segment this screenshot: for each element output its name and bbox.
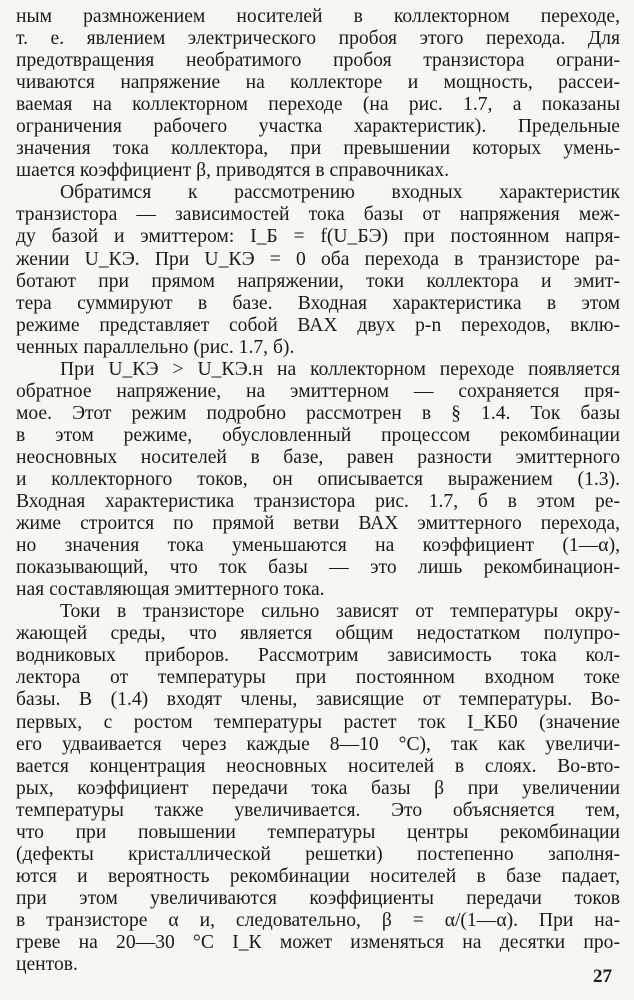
text-line: шается коэффициент β, приводятся в справочниках. — [16, 160, 450, 182]
text-line: и коллекторного токов, он описывается выражением (1.3). — [16, 468, 620, 490]
text-line: его удваивается через каждые 8—10 °С), так как увеличи- — [16, 733, 620, 755]
text-line: Обратимся к рассмотрению входных характеристик — [60, 182, 620, 204]
text-line: лектора от температуры при постоянном входном токе — [16, 667, 620, 689]
text-line: жиме строится по прямой ветви ВАХ эмиттерного перехода, — [16, 513, 620, 535]
text-line: базы. В (1.4) входят члены, зависящие от температуры. Во- — [16, 689, 620, 711]
text-line: ная составляющая эмиттерного тока. — [16, 579, 325, 601]
text-line: чиваются напряжение на коллекторе и мощность, рассеи- — [16, 72, 620, 94]
text-line: греве на 20—30 °С I_К может изменяться на десятки про- — [16, 931, 620, 953]
text-line: транзистора — зависимостей тока базы от напряжения меж- — [16, 204, 620, 226]
text-line: ограничения рабочего участка характеристик). Предельные — [16, 116, 620, 138]
text-line: при этом увеличиваются коэффициенты передачи токов — [16, 887, 620, 909]
text-line: вается концентрация неосновных носителей в слоях. Во-вто- — [16, 755, 620, 777]
text-line: ченных параллельно (рис. 1.7, б). — [16, 336, 295, 358]
text-line: Входная характеристика транзистора рис. 1.7, б в этом ре- — [16, 491, 620, 513]
text-line: обратное напряжение, на эмиттерном — сохраняется пря- — [16, 380, 620, 402]
text-line: водниковых приборов. Рассмотрим зависимость тока кол- — [16, 645, 620, 667]
text-line: центов. — [16, 954, 78, 976]
text-line: жении U_КЭ. При U_КЭ = 0 оба перехода в транзисторе ра- — [16, 248, 620, 270]
paragraph — [16, 601, 620, 976]
text-line: При U_КЭ > U_КЭ.н на коллекторном переходе появляется — [60, 358, 620, 380]
text-line: ются и вероятность рекомбинации носителей в базе падает, — [16, 865, 620, 887]
text-line: первых, с ростом температуры растет ток I_КБ0 (значение — [16, 711, 620, 733]
paragraph — [16, 6, 620, 182]
text-line: рых, коэффициент передачи тока базы β при увеличении — [16, 777, 620, 799]
text-line: значения тока коллектора, при превышении которых умень- — [16, 138, 620, 160]
text-line: (дефекты кристаллической решетки) постепенно заполня- — [16, 843, 620, 865]
text-line: что при повышении температуры центры рекомбинации — [16, 821, 620, 843]
text-line: в транзисторе α и, следовательно, β = α/(1—α). При на- — [16, 909, 620, 931]
paragraph — [16, 182, 620, 358]
text-line: жающей среды, что является общим недостатком полупро- — [16, 623, 620, 645]
text-line: показывающий, что ток базы — это лишь рекомбинацион- — [16, 557, 620, 579]
text-body — [16, 6, 620, 976]
text-line: ду базой и эмиттером: I_Б = f(U_БЭ) при постоянном напря- — [16, 226, 620, 248]
text-line: но значения тока уменьшаются на коэффициент (1—α), — [16, 535, 620, 557]
text-line: предотвращения необратимого пробоя транзистора ограни- — [16, 50, 620, 72]
text-line: тера суммируют в базе. Входная характеристика в этом — [16, 292, 620, 314]
text-line: температуры также увеличивается. Это объясняется тем, — [16, 799, 620, 821]
page-number: 27 — [593, 966, 612, 987]
text-line: в этом режиме, обусловленный процессом рекомбинации — [16, 424, 620, 446]
text-line: режиме представляет собой ВАХ двух p-n переходов, вклю- — [16, 314, 620, 336]
text-line: Токи в транзисторе сильно зависят от температуры окру- — [60, 601, 620, 623]
text-line: т. е. явлением электрического пробоя этого перехода. Для — [16, 28, 620, 50]
text-line: ным размножением носителей в коллекторном переходе, — [16, 6, 620, 27]
paragraph — [16, 359, 620, 602]
text-line: ваемая на коллекторном переходе (на рис. 1.7, а показаны — [16, 94, 620, 116]
text-line: ботают при прямом напряжении, токи коллектора и эмит- — [16, 270, 620, 292]
text-line: мое. Этот режим подробно рассмотрен в § 1.4. Ток базы — [16, 402, 620, 424]
text-line: неосновных носителей в базе, равен разности эмиттерного — [16, 446, 620, 468]
